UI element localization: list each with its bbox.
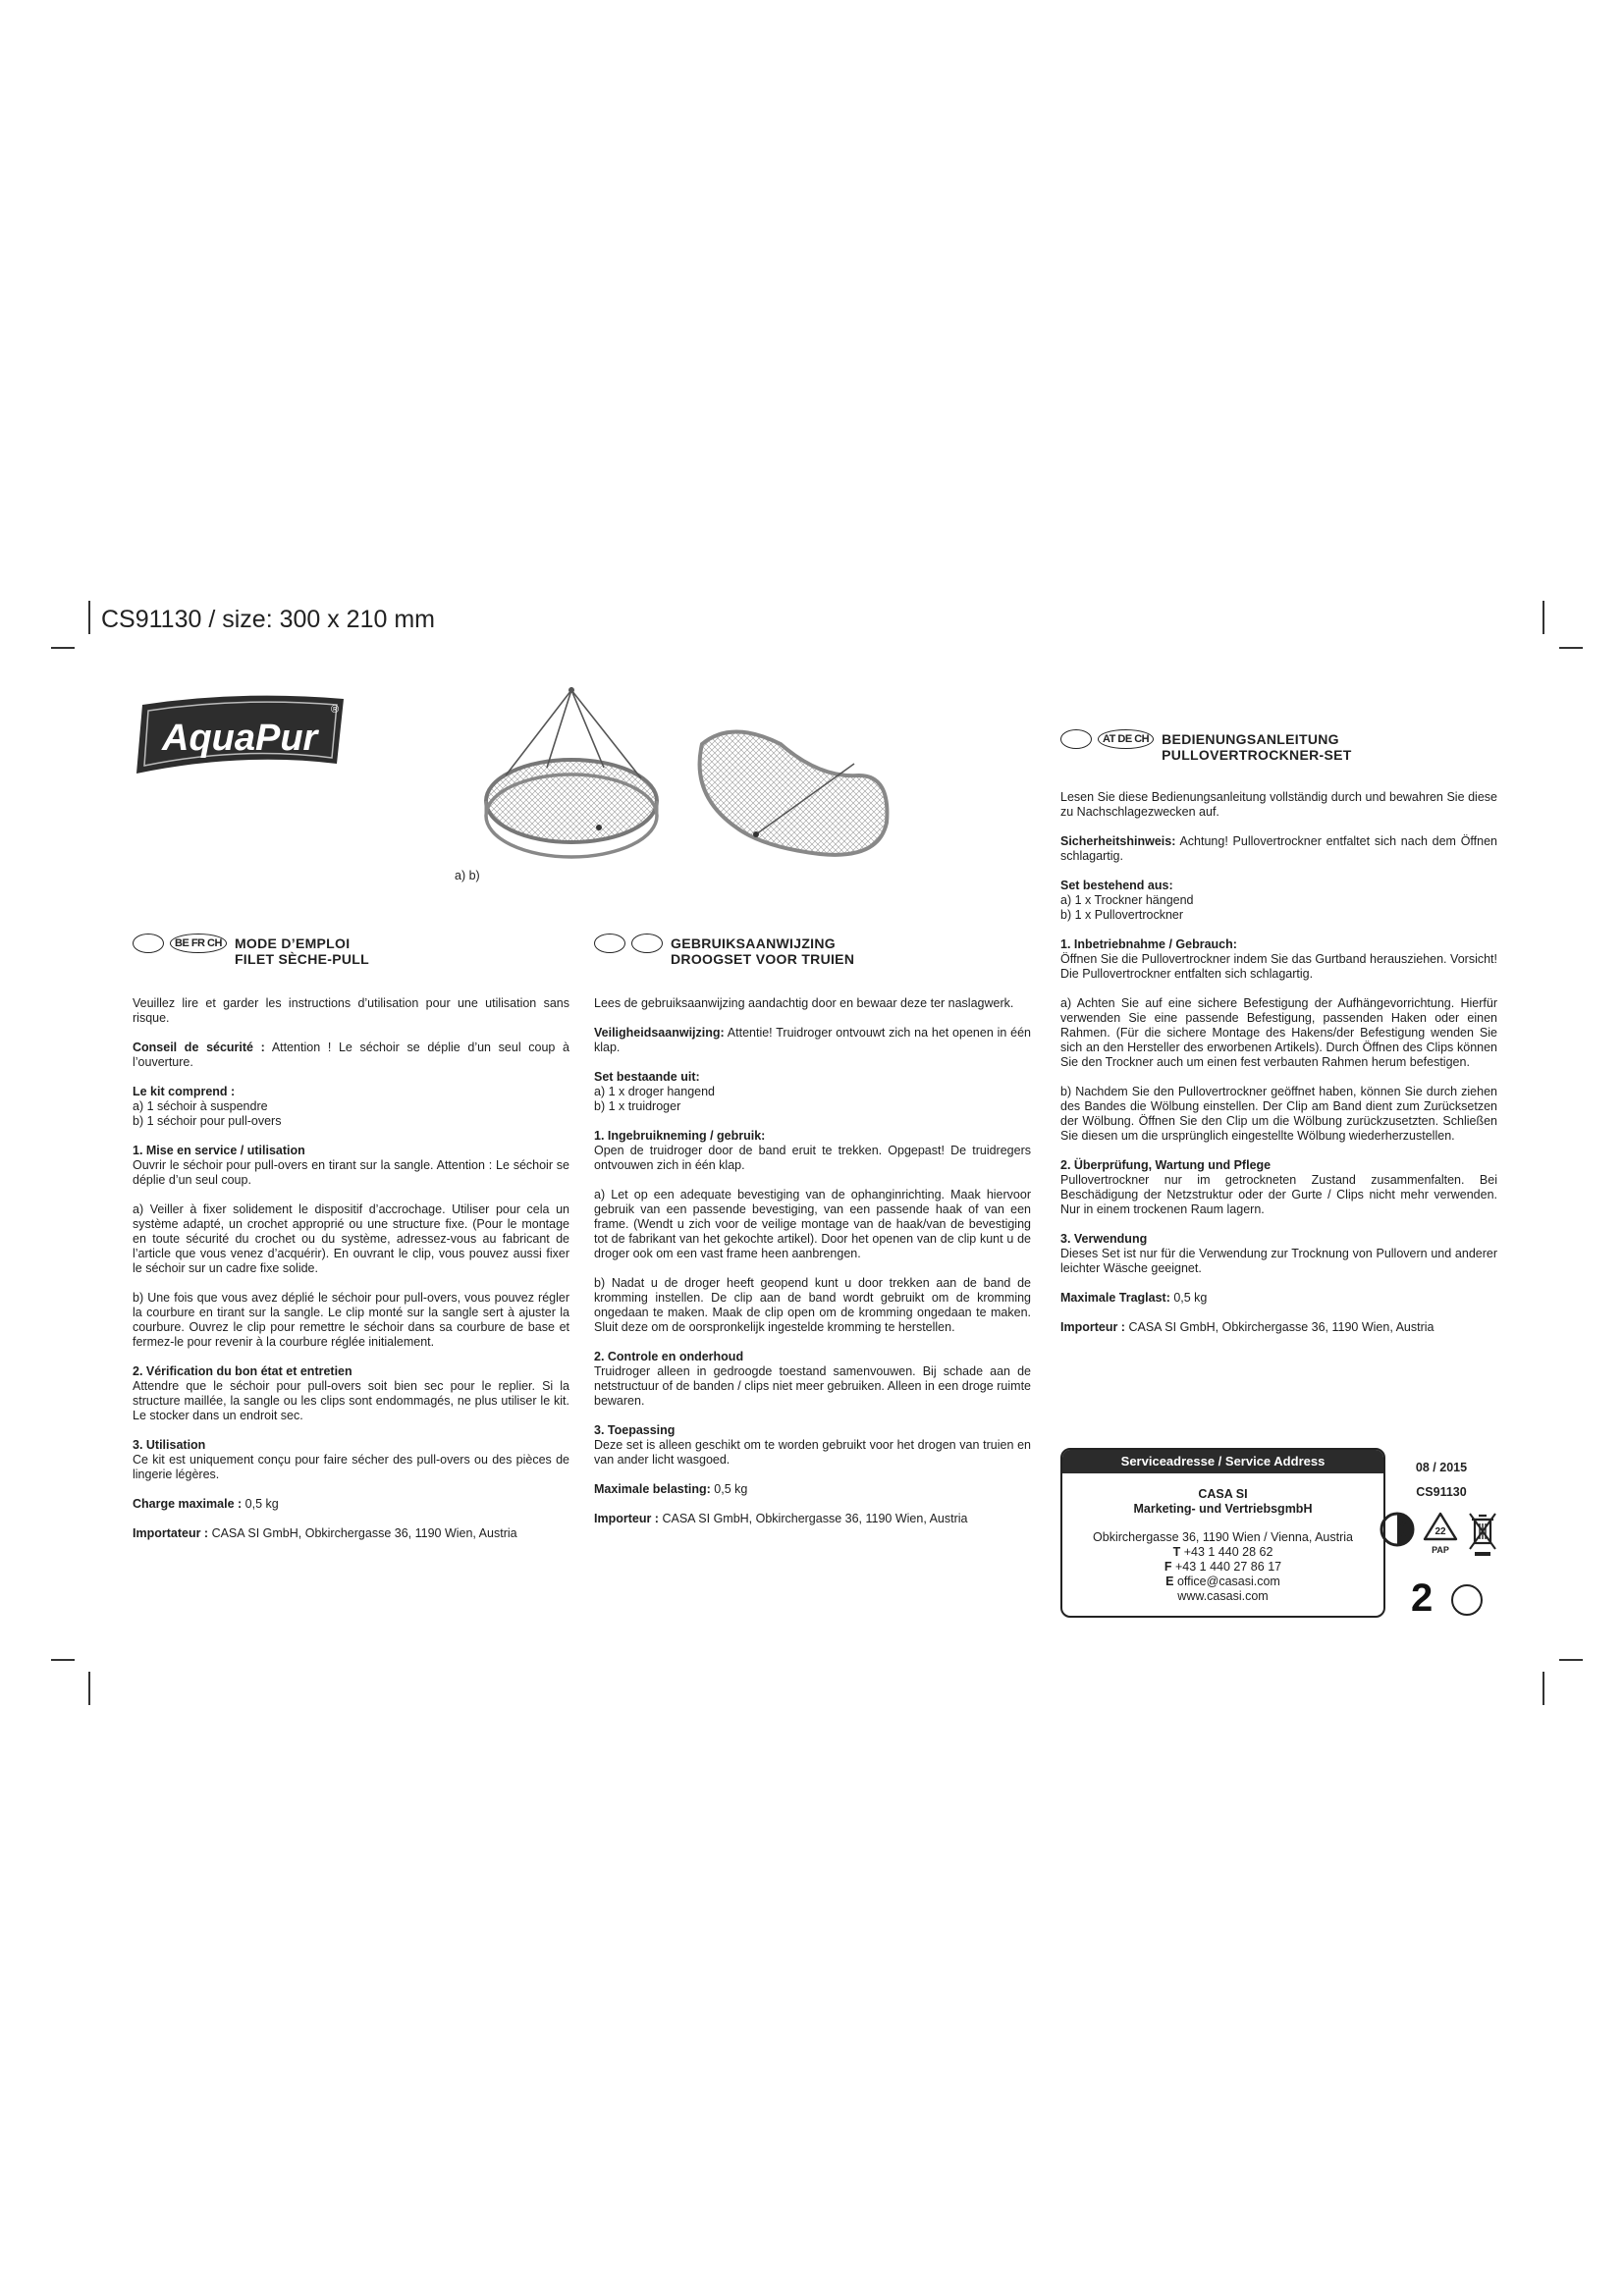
dutch-section-1a: a) Let op een adequate bevestiging van de ophanginrichting. Maak hiervoor gebruik van een passende bevestiging, van een passende haak of van een frame. (Wendt u zich voor de veilige montage van de haak/van de bevestiging tot de fabrikant van het gekochte artikel). Door het openen van de clip kunt u de droger ook om een vast frame heen aanbrengen. — [594, 1188, 1031, 1260]
svg-text:AquaPur: AquaPur — [162, 718, 318, 759]
german-kit: Set bestehend aus: a) 1 x Trockner hängend b) 1 x Pullovertrockner — [1060, 879, 1194, 922]
crop-mark — [88, 601, 90, 634]
crop-mark — [51, 1659, 75, 1661]
product-code: CS91130 — [1416, 1485, 1467, 1499]
svg-text:PAP: PAP — [1432, 1545, 1449, 1555]
service-fax: F +43 1 440 27 86 17 — [1164, 1560, 1282, 1574]
german-intro: Lesen Sie diese Bedienungsanleitung vollständig durch und bewahren Sie diese zu Nachschlagezwecken auf. — [1060, 790, 1497, 819]
french-max-load: Charge maximale : 0,5 kg — [133, 1497, 279, 1511]
crop-mark — [1543, 1672, 1544, 1705]
svg-text:22: 22 — [1435, 1526, 1446, 1537]
service-company: CASA SI Marketing- und VertriebsgmbH — [1133, 1487, 1313, 1516]
print-date: 08 / 2015 — [1415, 1461, 1468, 1474]
recycling-symbols — [1380, 1510, 1502, 1569]
german-title: BEDIENUNGSANLEITUNG — [1162, 731, 1339, 747]
country-flag-badge — [133, 934, 164, 953]
page-number: 2 — [1411, 1576, 1434, 1620]
green-dot-icon — [1381, 1514, 1413, 1545]
crossed-bin-icon — [1470, 1514, 1495, 1556]
french-title: MODE D’EMPLOI — [234, 935, 351, 951]
service-address-heading: Serviceadresse / Service Address — [1062, 1450, 1383, 1473]
french-heading — [133, 935, 569, 967]
french-section-3: 3. Utilisation Ce kit est uniquement conçu pour faire sécher des pull-overs ou des pièces de lingerie légères. — [133, 1438, 569, 1481]
dutch-safety: Veiligheidsaanwijzing: Attentie! Truidroger ontvouwt zich na het openen in één klap. — [594, 1026, 1031, 1054]
german-max-load: Maximale Traglast: 0,5 kg — [1060, 1291, 1208, 1305]
french-section-1a: a) Veiller à fixer solidement le dispositif d’accrochage. Utiliser pour cela un système adapté, un crochet approprié ou une structure fixe. (Pour le montage en toute sécurité du crochet ou du système, adressez-vous au fabricant de l’article que vous venez d’acquérir). En ouvrant le clip, vous pouvez aussi fixer le séchoir sur un cadre fixe solide. — [133, 1202, 569, 1275]
page-circle-icon — [1451, 1584, 1483, 1616]
french-section-1b: b) Une fois que vous avez déplié le séchoir pour pull-overs, vous pouvez régler la courbure en tirant sur la sangle. Le clip monté sur la sangle sert à ajuster la courbure. Ouvrez le clip pour remettre le séchoir dans sa courbure de base et fermez-le pour revenir à la courbure réglée initialement. — [133, 1291, 569, 1349]
german-section-1b: b) Nachdem Sie den Pullovertrockner geöffnet haben, können Sie durch ziehen des Bandes die Wölbung einstellen. Der Clip am Band dient zum Zurücksetzen der Wölbung. Öffnen Sie den Clip um die Wölbung zurückzusetzten. Schließen Sie diesen um die ursprünglich eingestellte Wölbung wiederherzustellen. — [1060, 1085, 1497, 1143]
service-email: E office@casasi.com — [1165, 1575, 1280, 1588]
french-intro: Veuillez lire et garder les instructions d’utilisation pour une utilisation sans risque. — [133, 996, 569, 1025]
country-flag-badge: BE FR CH — [170, 934, 227, 953]
german-importer: Importeur : CASA SI GmbH, Obkirchergasse 36, 1190 Wien, Austria — [1060, 1320, 1435, 1334]
service-address-box — [1060, 1448, 1385, 1618]
german-subtitle: PULLOVERTROCKNER-SET — [1162, 747, 1352, 763]
german-heading — [1060, 731, 1497, 763]
french-section-2: 2. Vérification du bon état et entretien Attendre que le séchoir pour pull-overs soit bien sec pour le replier. Si la structure maillée, la sangle ou les clips sont endommagés, ne plus utiliser le kit. Le stocker dans un endroit sec. — [133, 1364, 569, 1422]
dutch-section-1: 1. Ingebruikneming / gebruik: Open de truidroger door de band eruit te trekken. Opgepast! De truidregers ontvouwen zich in één klap. — [594, 1129, 1031, 1172]
french-instructions — [133, 935, 569, 1556]
german-section-2: 2. Überprüfung, Wartung und Pflege Pullovertrockner nur im getrockneten Zustand zusammenfalten. Bei Beschädigung der Netzstruktur oder der Gurte / Clips nicht mehr verwenden. Nur in einem trockenen Raum lagern. — [1060, 1158, 1497, 1216]
dutch-heading — [594, 935, 1031, 967]
dutch-subtitle: DROOGSET VOOR TRUIEN — [671, 951, 855, 967]
aquapur-logo — [133, 685, 353, 783]
dutch-kit: Set bestaande uit: a) 1 x droger hangend b) 1 x truidroger — [594, 1070, 716, 1113]
product-illustration — [447, 685, 908, 896]
dutch-title: GEBRUIKSAANWIJZING — [671, 935, 836, 951]
dutch-section-1b: b) Nadat u de droger heeft geopend kunt u door trekken aan de band de kromming instellen. De clip aan de band wordt gebruikt om de kromming ongedaan te maken. Maak de clip open om de kromming ongedaan te maken. Sluit deze om de oorspronkelijk ingestelde kromming te herstellen. — [594, 1276, 1031, 1334]
country-flag-badge: AT DE CH — [1098, 729, 1154, 749]
german-section-1: 1. Inbetriebnahme / Gebrauch: Öffnen Sie die Pullovertrockner indem Sie das Gurtband herausziehen. Vorsicht! Die Pullovertrockner entfalten sich schlagartig. — [1060, 937, 1497, 981]
french-kit: Le kit comprend : a) 1 séchoir à suspendre b) 1 séchoir pour pull-overs — [133, 1085, 282, 1128]
svg-text:a) b): a) b) — [455, 869, 480, 882]
dutch-instructions — [594, 935, 1031, 1541]
service-phone: T +43 1 440 28 62 — [1172, 1545, 1273, 1559]
country-flag-badge — [631, 934, 663, 953]
dutch-importer: Importeur : CASA SI GmbH, Obkirchergasse 36, 1190 Wien, Austria — [594, 1512, 968, 1525]
dutch-section-2: 2. Controle en onderhoud Truidroger alleen in gedroogde toestand samenvouwen. Bij schade aan de netstructuur of de banden / clips niet meer gebruiken. Alleen in een droge ruimte bewaren. — [594, 1350, 1031, 1408]
service-website: www.casasi.com — [1177, 1589, 1269, 1603]
french-safety: Conseil de sécurité : Attention ! Le séchoir se déplie d’un seul coup à l’ouverture. — [133, 1041, 569, 1069]
crop-mark — [88, 1672, 90, 1705]
dutch-section-3: 3. Toepassing Deze set is alleen geschikt om te worden gebruikt voor het drogen van truien en van ander licht wasgoed. — [594, 1423, 1031, 1467]
crop-mark — [1543, 601, 1544, 634]
document-title: CS91130 / size: 300 x 210 mm — [101, 606, 435, 633]
german-section-3: 3. Verwendung Dieses Set ist nur für die Verwendung zur Trocknung von Pullovern und anderer leichter Wäsche geeignet. — [1060, 1232, 1497, 1275]
german-section-1a: a) Achten Sie auf eine sichere Befestigung der Aufhängevorrichtung. Hierfür verwenden Sie eine passende Befestigung, passenden Haken oder einen Rahmen. (Für die sichere Montage des Hakens/der Befestigung wenden Sie sich an den Hersteller des erworbenen Artikels). Durch Öffnen des Clips können Sie den Trockner auch um einen fest verbauten Rahmen herum befestigen. — [1060, 996, 1497, 1069]
country-flag-badge — [594, 934, 625, 953]
crop-mark — [1559, 1659, 1583, 1661]
recycling-triangle-icon — [1425, 1514, 1456, 1555]
dutch-intro: Lees de gebruiksaanwijzing aandachtig door en bewaar deze ter naslagwerk. — [594, 996, 1014, 1010]
service-address: Obkirchergasse 36, 1190 Wien / Vienna, Austria — [1093, 1530, 1353, 1544]
country-flag-badge — [1060, 729, 1092, 749]
german-safety: Sicherheitshinweis: Achtung! Pullovertrockner entfaltet sich nach dem Öffnen schlagartig. — [1060, 834, 1497, 863]
dutch-max-load: Maximale belasting: 0,5 kg — [594, 1482, 748, 1496]
french-importer: Importateur : CASA SI GmbH, Obkirchergasse 36, 1190 Wien, Austria — [133, 1526, 517, 1540]
svg-text:®: ® — [331, 704, 340, 716]
french-section-1: 1. Mise en service / utilisation Ouvrir le séchoir pour pull-overs en tirant sur la sangle. Attention : Le séchoir se déplie d’un seul coup. — [133, 1144, 569, 1187]
german-instructions — [1060, 731, 1497, 1350]
crop-mark — [51, 647, 75, 649]
crop-mark — [1559, 647, 1583, 649]
french-subtitle: FILET SÈCHE-PULL — [234, 951, 369, 967]
